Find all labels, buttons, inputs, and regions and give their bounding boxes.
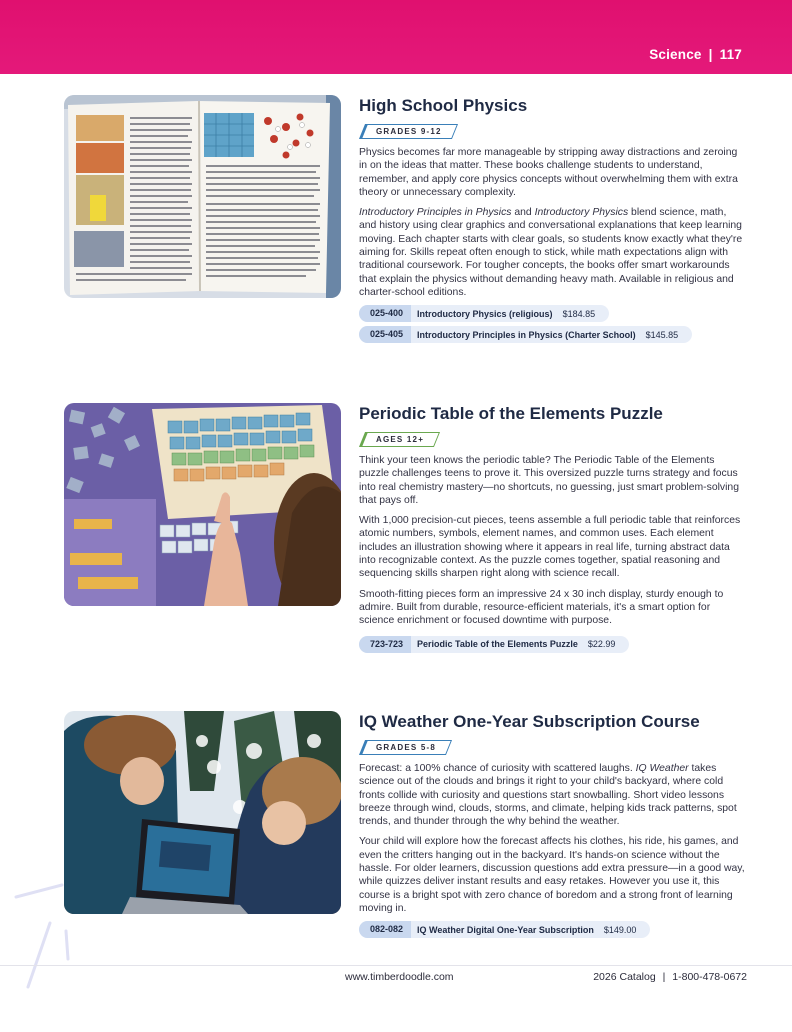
footer-catalog-info [593, 971, 747, 983]
sku-code: 082-082 [359, 921, 411, 938]
product-title: High School Physics [359, 96, 528, 115]
iq-weather-content [359, 712, 745, 938]
header-separator: | [708, 47, 713, 62]
italic-title: Introductory Principles in Physics [359, 207, 512, 219]
product-title: Periodic Table of the Elements Puzzle [359, 404, 663, 423]
footer-divider [0, 965, 792, 966]
sku-name: Introductory Principles in Physics (Charter School) [417, 329, 636, 340]
header-bar [0, 0, 792, 74]
paragraph-text: blend science, math, and history using clear graphics and conversational explanations that keep learning moving. Each chapter starts with clear goals, so students know exactly what they're aiming for. Skills repeat often enough to stick, while math expectations align with traditional coursework. For tougher concepts, the books offer smart workarounds that explain the physics without demanding heavy math. Available in religious and charter-school editions. [359, 207, 743, 298]
footer-separator: | [662, 971, 666, 983]
sku-row [359, 326, 692, 343]
page-number: 117 [719, 47, 742, 62]
description-paragraph: Smooth-fitting pieces form an impressive 24 x 30 inch display, sturdy enough to admire. Built from durable, resource-efficient materials, it's a smart option for science enrichment or focused downtime with purpose. [359, 588, 724, 627]
grade-label: GRADES 9-12 [376, 127, 442, 136]
paragraph-text: Forecast: a 100% chance of curiosity with scattered laughs. [359, 763, 633, 774]
grade-tag [359, 432, 440, 447]
italic-title: Introductory Physics [534, 207, 629, 219]
sku-row [359, 636, 629, 653]
iq-weather-photo [64, 711, 341, 914]
sku-row [359, 305, 609, 322]
physics-content [359, 96, 745, 343]
footer-website-link[interactable]: www.timberdoodle.com [345, 971, 454, 983]
decorative-burst-icon [10, 861, 70, 991]
sku-code: 723-723 [359, 636, 411, 653]
sku-row [359, 921, 650, 938]
description-paragraph: Think your teen knows the periodic table? The Periodic Table of the Elements puzzle challenges teens to prove it. This oversized puzzle turns strategy and focus into real chemistry mastery—no shortcuts, no guessing, just smart problem-solving that pays off. [359, 455, 739, 506]
description-paragraph [359, 206, 745, 299]
sku-price: $149.00 [603, 924, 637, 935]
physics-book-photo [64, 95, 341, 298]
description-paragraph: Physics becomes far more manageable by stripping away distractions and zeroing in on the ideas that matter. These books challenge students to understand, remember, and apply core physics concepts without overwhelming them with extra theory or unnecessary complexity. [359, 147, 738, 198]
periodic-puzzle-content [359, 404, 745, 653]
catalog-year: 2026 Catalog [593, 971, 656, 983]
sku-name: Introductory Physics (religious) [417, 308, 553, 319]
italic-title: IQ Weather [635, 763, 689, 774]
product-title: IQ Weather One-Year Subscription Course [359, 712, 700, 731]
grade-tag [359, 740, 452, 755]
sku-price: $22.99 [587, 639, 616, 650]
sku-name: Periodic Table of the Elements Puzzle [417, 639, 578, 650]
joiner-text: and [514, 207, 532, 219]
sku-price: $145.85 [645, 329, 679, 340]
grade-label: AGES 12+ [376, 435, 425, 444]
sku-name: IQ Weather Digital One-Year Subscription [417, 924, 594, 935]
grade-label: GRADES 5-8 [376, 743, 437, 752]
grade-tag [359, 124, 458, 139]
description-paragraph: With 1,000 precision-cut pieces, teens assemble a full periodic table that reinforces atomic numbers, symbols, element names, and common uses. Each element includes an illustration showing where it appears in real life, turning abstract data into recognizable context. As the puzzle comes together, spatial reasoning and sequencing skills sharpen right along with science recall. [359, 515, 741, 580]
sku-code: 025-400 [359, 305, 411, 322]
section-name: Science [649, 47, 702, 62]
description-paragraph [359, 762, 745, 828]
phone-number: 1-800-478-0672 [672, 971, 747, 983]
sku-code: 025-405 [359, 326, 411, 343]
paragraph-text: takes science out of the clouds and brings it right to your child's backyard, where cold fronts collide with curiosity and questions start snowballing. Short video lessons breeze through wind, clouds, storms, and climate, helping kids track patterns, spot trends, and thunder through the why behind the weather. [359, 763, 737, 828]
description-paragraph: Your child will explore how the forecast affects his clothes, his ride, his games, and even the critters hanging out in the backyard. It's hands-on science without the hassle. For older learners, discussion questions add extra pressure—in a good way, while quizzes deliver instant results and easy retakes. However you use it, this course is a bright spot with zero chance of boredom and a strong front of learning moving in. [359, 836, 745, 914]
running-header [649, 47, 742, 62]
sku-price: $184.85 [562, 308, 596, 319]
periodic-puzzle-photo [64, 403, 341, 606]
